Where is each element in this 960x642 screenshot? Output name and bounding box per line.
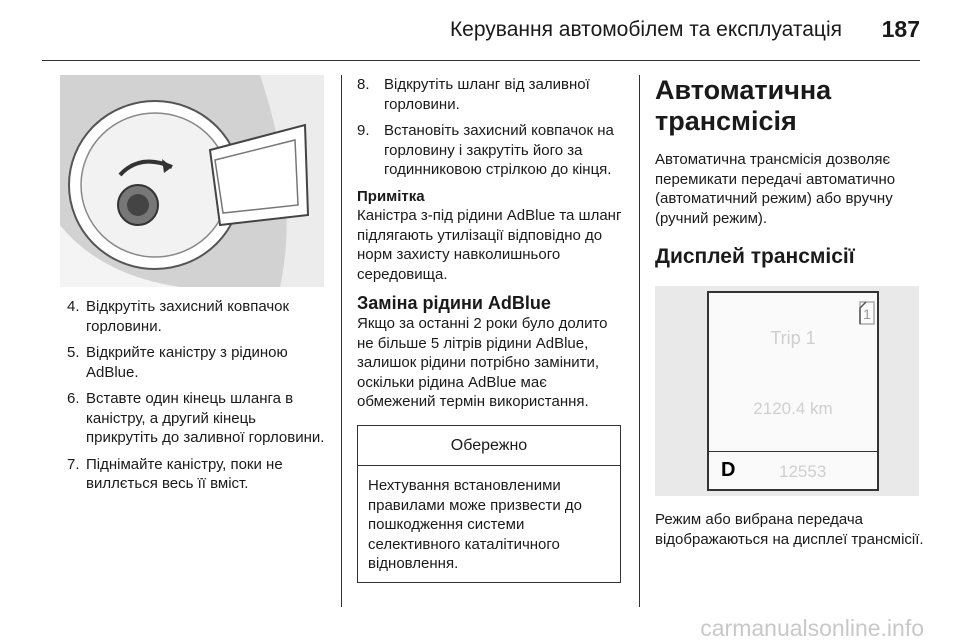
section-title-transmission-display: Дисплей трансмісії [655, 245, 855, 268]
page-icon-digit: 1 [863, 306, 871, 322]
transmission-display-illustration [655, 286, 919, 496]
page-number: 187 [881, 16, 920, 42]
column-divider-left [341, 75, 342, 607]
adblue-replacement-text: Якщо за останні 2 роки було долито не більше 5 літрів рідини AdBlue, залишок рідини потрібно замінити, оскільки рідина AdBlue має обмежений термін використання. [357, 315, 608, 410]
column-right [655, 75, 925, 549]
column-divider-right [639, 75, 640, 607]
display-screen [707, 291, 879, 491]
subheading-adblue-replacement: Заміна рідини AdBlue [357, 293, 551, 313]
page-1-icon [859, 301, 875, 331]
odometer-value: 12553 [779, 462, 827, 481]
display-caption: Режим або вибрана передача відображаються на дисплеї трансмісії. [655, 511, 924, 548]
gear-indicator: D [721, 459, 736, 481]
list-item: 4. Відкрутіть захисний ковпачок горловини. [67, 298, 290, 335]
header-title: Керування автомобілем та експлуатація [449, 18, 842, 41]
list-item: 5. Відкрийте каністру з рідиною AdBlue. [67, 344, 288, 381]
caution-box [357, 425, 621, 583]
note-body: Каністра з-під рідини AdBlue та шланг підлягають утилізації відповідно до норм захисту навколишнього середовища. [357, 207, 622, 283]
transmission-intro: Автоматична трансмісія дозволяє перемикати передачі автоматично (автоматичний режим) або вручну (ручний режим). [655, 151, 896, 227]
header-rule [42, 60, 920, 61]
trip-label: Trip 1 [770, 328, 816, 348]
steps-list-1 [60, 297, 328, 494]
watermark: carmanualsonline.info [700, 615, 924, 641]
fuel-filler-photo [60, 75, 324, 287]
caution-body: Нехтування встановленими правилами може призвести до пошкодження системи селективного каталітичного відновлення. [368, 477, 583, 572]
fuel-filler-cap-icon [60, 75, 324, 287]
steps-list-2 [357, 75, 627, 180]
list-item: 7. Піднімайте каністру, поки не виллється весь її вміст. [67, 455, 283, 492]
list-item: 6. Вставте один кінець шланга в каністру, а другий кінець прикрутіть до заливної горловини. [67, 390, 325, 446]
display-divider [709, 451, 877, 452]
trip-distance: 2120.4 km [753, 399, 833, 418]
caution-title: Обережно [358, 426, 620, 467]
column-middle [357, 75, 627, 583]
list-item: 9. Встановіть захисний ковпачок на горловину і закрутіть його за годинниковою стрілкою до кінця. [357, 122, 614, 178]
section-title-automatic-transmission: Автоматична трансмісія [655, 75, 832, 136]
list-item: 8. Відкрутіть шланг від заливної горловини. [357, 76, 590, 113]
note-title: Примітка [357, 187, 425, 205]
column-left [60, 75, 328, 501]
